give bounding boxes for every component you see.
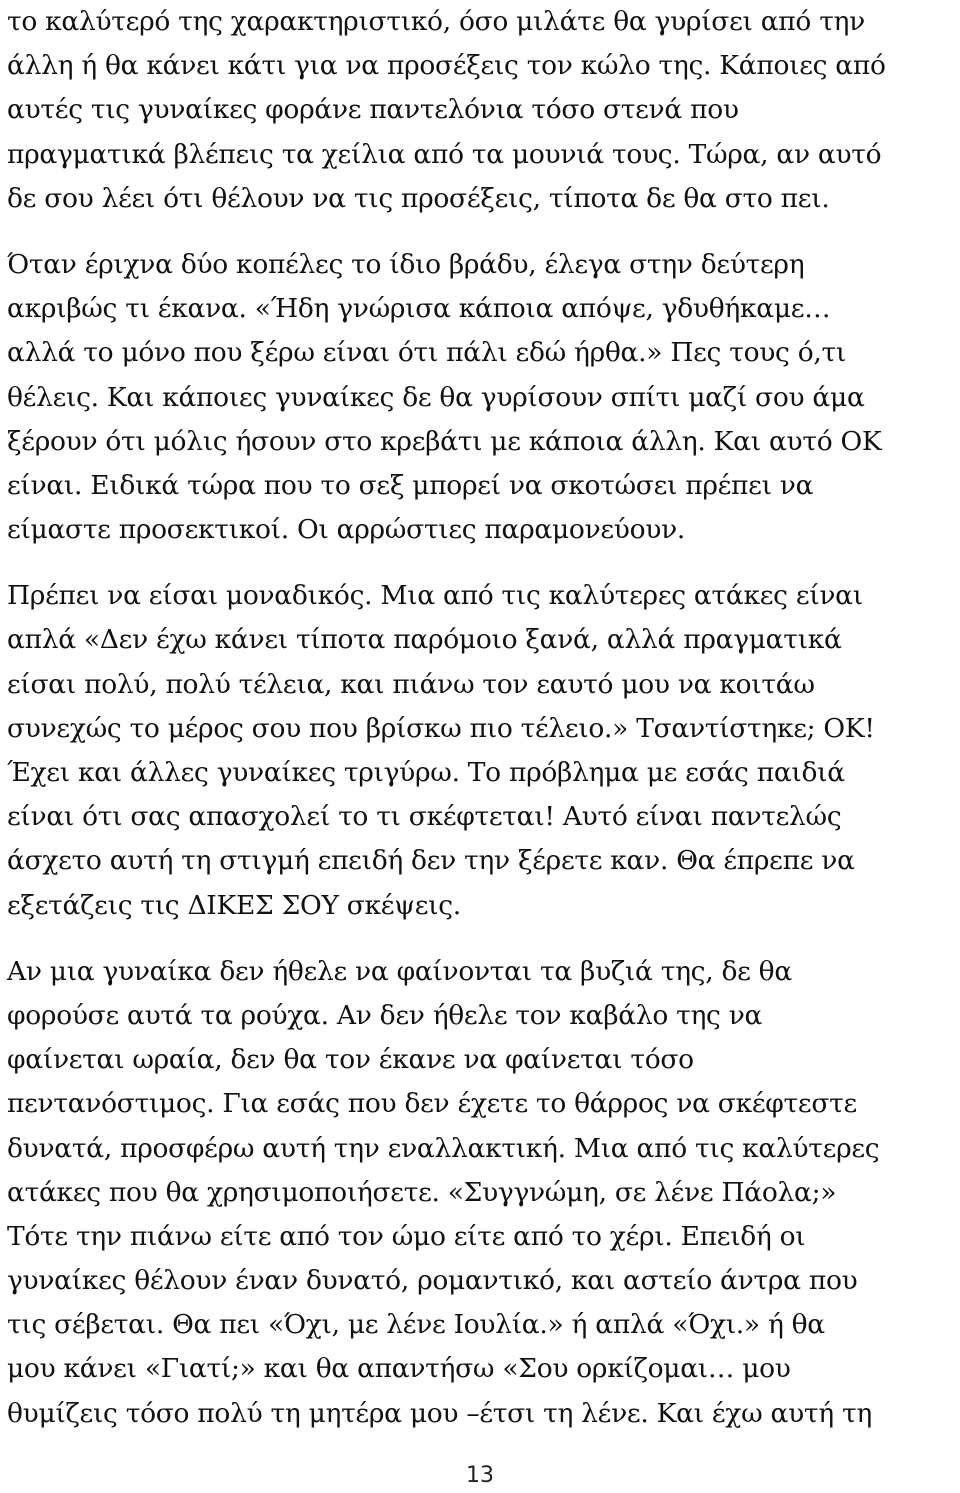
text-line: αλλά το μόνο που ξέρω είναι ότι πάλι εδώ ήρθα.» Πες τους ό,τι xyxy=(7,337,846,369)
text-line: τις σέβεται. Θα πει «Όχι, με λένε Ιουλία.» ή απλά «Όχι.» ή θα xyxy=(7,1309,825,1341)
text-line: Αν μια γυναίκα δεν ήθελε να φαίνονται τα βυζιά της, δε θα xyxy=(7,955,792,987)
text-line: δυνατά, προσφέρω αυτή την εναλλακτική. Μια από τις καλύτερες xyxy=(7,1132,880,1164)
paragraph-4 xyxy=(7,950,957,1436)
text-line: θέλεις. Και κάποιες γυναίκες δε θα γυρίσουν σπίτι μαζί σου άμα xyxy=(7,381,865,413)
text-line: είναι. Ειδικά τώρα που το σεξ μπορεί να σκοτώσει πρέπει να xyxy=(7,469,814,501)
text-line: Πρέπει να είσαι μοναδικός. Μια από τις καλύτερες ατάκες είναι xyxy=(7,580,863,612)
body-text xyxy=(7,0,957,1436)
text-line: μου κάνει «Γιατί;» και θα απαντήσω «Σου ορκίζομαι… μου xyxy=(7,1353,791,1385)
text-line: θυμίζεις τόσο πολύ τη μητέρα μου –έτσι τη λένε. Και έχω αυτή τη xyxy=(7,1397,872,1429)
text-line: πεντανόστιμος. Για εσάς που δεν έχετε το θάρρος να σκέφτεστε xyxy=(7,1088,857,1120)
text-line: άσχετο αυτή τη στιγμή επειδή δεν την ξέρετε καν. Θα έπρεπε να xyxy=(7,845,855,877)
text-line: ατάκες που θα χρησιμοποιήσετε. «Συγγνώμη, σε λένε Πάολα;» xyxy=(7,1176,837,1208)
text-line: ξέρουν ότι μόλις ήσουν στο κρεβάτι με κάποια άλλη. Και αυτό ΟΚ xyxy=(7,425,882,457)
paragraph-gap xyxy=(7,552,957,574)
paragraph-3 xyxy=(7,574,957,928)
text-line: είμαστε προσεκτικοί. Οι αρρώστιες παραμονεύουν. xyxy=(7,514,686,546)
text-line: απλά «Δεν έχω κάνει τίποτα παρόμοιο ξανά, αλλά πραγματικά xyxy=(7,624,842,656)
paragraph-gap xyxy=(7,928,957,950)
text-line: φορούσε αυτά τα ρούχα. Αν δεν ήθελε τον καβάλο της να xyxy=(7,999,763,1031)
text-line: πραγματικά βλέπεις τα χείλια από τα μουνιά τους. Τώρα, αν αυτό xyxy=(7,138,882,170)
text-line: είναι ότι σας απασχολεί το τι σκέφτεται! Αυτό είναι παντελώς xyxy=(7,801,842,833)
paragraph-1 xyxy=(7,0,957,221)
text-line: αυτές τις γυναίκες φοράνε παντελόνια τόσο στενά που xyxy=(7,94,739,126)
text-line: ακριβώς τι έκανα. «Ήδη γνώρισα κάποια απόψε, γδυθήκαμε… xyxy=(7,293,831,325)
text-line: εξετάζεις τις ΔΙΚΕΣ ΣΟΥ σκέψεις. xyxy=(7,889,461,921)
text-line: Έχει και άλλες γυναίκες τριγύρω. Το πρόβλημα με εσάς παιδιά xyxy=(7,757,845,788)
text-line: Όταν έριχνα δύο κοπέλες το ίδιο βράδυ, έλεγα στην δεύτερη xyxy=(7,248,805,280)
paragraph-gap xyxy=(7,221,957,243)
text-line: είσαι πολύ, πολύ τέλεια, και πιάνω τον εαυτό μου να κοιτάω xyxy=(7,668,815,700)
page-number: 13 xyxy=(466,1463,494,1488)
text-line: γυναίκες θέλουν έναν δυνατό, ρομαντικό, και αστείο άντρα που xyxy=(7,1265,858,1297)
text-line: άλλη ή θα κάνει κάτι για να προσέξεις τον κώλο της. Κάποιες από xyxy=(7,50,886,82)
text-line: φαίνεται ωραία, δεν θα τον έκανε να φαίνεται τόσο xyxy=(7,1044,694,1076)
paragraph-2 xyxy=(7,243,957,552)
text-line: Τότε την πιάνω είτε από τον ώμο είτε από το χέρι. Επειδή οι xyxy=(7,1220,806,1252)
text-line: δε σου λέει ότι θέλουν να τις προσέξεις, τίποτα δε θα στο πει. xyxy=(7,182,830,214)
text-line: συνεχώς το μέρος σου που βρίσκω πιο τέλειο.» Τσαντίστηκε; ΟΚ! xyxy=(7,712,875,744)
text-line: το καλύτερό της χαρακτηριστικό, όσο μιλάτε θα γυρίσει από την xyxy=(7,6,865,37)
